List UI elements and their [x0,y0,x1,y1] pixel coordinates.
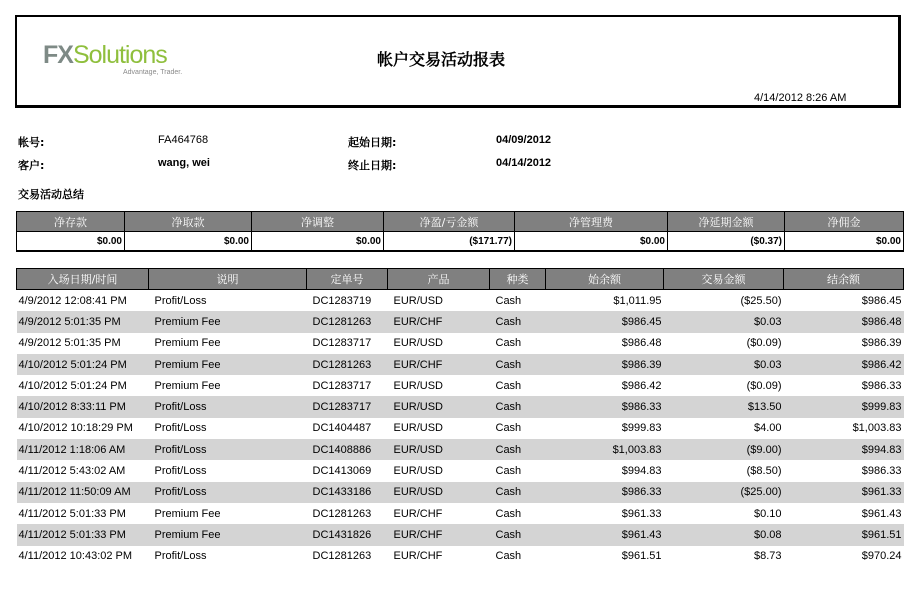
logo-fx-text: FX [43,41,73,69]
transaction-amount-cell: $0.08 [664,524,784,545]
closing-balance-cell: $986.33 [861,465,902,478]
description-cell: Premium Fee [149,311,307,332]
order-number-cell: DC1281263 [312,550,372,563]
description-cell: Premium Fee [154,337,221,350]
product-cell: EUR/USD [388,396,490,417]
summary-value-row [17,232,904,252]
start-date-value: 04/09/2012 [496,134,552,146]
product-cell: EUR/USD [393,337,444,350]
column-header: 说明 [149,269,307,290]
transactions-header-row [17,269,904,290]
order-number-cell: DC1283717 [312,337,372,350]
account-value: FA464768 [158,134,209,146]
summary-value: ($0.37) [668,232,785,252]
transactions-table [16,268,904,567]
type-cell: Cash [490,311,546,332]
opening-balance-cell: $961.33 [621,507,662,520]
entry-datetime-cell: 4/10/2012 5:01:24 PM [17,354,149,375]
end-date-label: 终止日期: [348,159,397,172]
report-generated-date: 4/14/2012 8:26 AM [754,92,847,104]
closing-balance-cell: $961.51 [784,524,904,545]
column-header: 定单号 [307,269,388,290]
order-number-cell: DC1281263 [307,354,388,375]
table-row [17,418,904,439]
summary-value: $0.00 [17,232,125,252]
summary-value: ($171.77) [384,232,515,252]
product-cell: EUR/USD [388,439,490,460]
order-number-cell: DC1283719 [312,294,372,307]
column-header: 结余额 [784,269,904,290]
opening-balance-cell: $986.33 [546,482,664,503]
opening-balance-cell: $961.51 [621,550,662,563]
entry-datetime-cell: 4/11/2012 5:43:02 AM [18,465,126,478]
closing-balance-cell: $961.43 [861,507,902,520]
order-number-cell: DC1283717 [312,379,372,392]
description-cell: Profit/Loss [149,439,307,460]
closing-balance-cell: $1,003.83 [852,422,902,435]
column-header: 种类 [490,269,546,290]
opening-balance-cell: $986.42 [621,379,662,392]
type-cell: Cash [490,354,546,375]
opening-balance-cell: $1,011.95 [613,294,662,307]
entry-datetime-cell: 4/9/2012 12:08:41 PM [18,294,127,307]
order-number-cell: DC1404487 [312,422,372,435]
type-cell: Cash [495,379,522,392]
transaction-amount-cell: ($0.09) [746,379,782,392]
description-cell: Profit/Loss [154,465,207,478]
column-header: 入场日期/时间 [17,269,149,290]
transaction-amount-cell: ($9.00) [664,439,784,460]
report-header [15,15,901,108]
logo-tagline: Advantage, Trader. [123,69,183,76]
client-value: wang, wei [158,157,210,169]
summary-header: 净延期金额 [668,212,785,232]
description-cell: Premium Fee [154,507,221,520]
column-header: 始余额 [546,269,664,290]
report-title: 帐户交易活动报表 [377,50,506,69]
order-number-cell: DC1408886 [307,439,388,460]
transaction-amount-cell: ($25.00) [664,482,784,503]
table-row [17,396,904,417]
table-row [17,524,904,545]
opening-balance-cell: $986.48 [621,337,662,350]
closing-balance-cell: $994.83 [784,439,904,460]
entry-datetime-cell: 4/11/2012 5:01:33 PM [17,524,149,545]
type-cell: Cash [495,550,522,563]
transaction-amount-cell: $0.03 [664,311,784,332]
entry-datetime-cell: 4/10/2012 5:01:24 PM [18,379,127,392]
type-cell: Cash [490,482,546,503]
entry-datetime-cell: 4/11/2012 1:18:06 AM [17,439,149,460]
product-cell: EUR/USD [393,465,444,478]
type-cell: Cash [495,422,522,435]
opening-balance-cell: $994.83 [621,465,662,478]
column-header: 产品 [388,269,490,290]
type-cell: Cash [490,439,546,460]
summary-value: $0.00 [515,232,668,252]
table-row [17,439,904,460]
transaction-amount-cell: $0.03 [664,354,784,375]
closing-balance-cell: $986.48 [784,311,904,332]
transaction-amount-cell: ($8.50) [746,465,782,478]
opening-balance-cell: $961.43 [546,524,664,545]
product-cell: EUR/CHF [393,550,443,563]
table-row [17,375,904,396]
summary-section-title: 交易活动总结 [18,188,84,201]
description-cell: Profit/Loss [154,294,207,307]
summary-value: $0.00 [252,232,384,252]
product-cell: EUR/CHF [388,311,490,332]
entry-datetime-cell: 4/11/2012 5:01:33 PM [18,507,126,520]
table-row [17,311,904,332]
transaction-amount-cell: $0.10 [753,507,782,520]
summary-table [16,211,904,252]
transaction-amount-cell: $13.50 [664,396,784,417]
account-label: 帐号: [18,136,45,149]
order-number-cell: DC1281263 [312,507,372,520]
summary-value: $0.00 [125,232,252,252]
closing-balance-cell: $986.33 [861,379,902,392]
description-cell: Premium Fee [149,524,307,545]
type-cell: Cash [490,524,546,545]
opening-balance-cell: $1,003.83 [546,439,664,460]
entry-datetime-cell: 4/11/2012 11:50:09 AM [17,482,149,503]
entry-datetime-cell: 4/10/2012 8:33:11 PM [17,396,149,417]
table-row [17,354,904,375]
table-row [17,482,904,503]
description-cell: Profit/Loss [154,550,207,563]
table-row [17,503,904,524]
summary-header: 净取款 [125,212,252,232]
product-cell: EUR/CHF [388,354,490,375]
client-label: 客户: [18,159,45,172]
order-number-cell: DC1281263 [307,311,388,332]
transaction-amount-cell: ($25.50) [740,294,782,307]
opening-balance-cell: $999.83 [621,422,662,435]
summary-header: 净存款 [17,212,125,232]
summary-value: $0.00 [785,232,904,252]
type-cell: Cash [495,465,522,478]
fxsolutions-logo [43,41,183,81]
transaction-amount-cell: $8.73 [753,550,782,563]
type-cell: Cash [490,396,546,417]
closing-balance-cell: $986.42 [784,354,904,375]
summary-header-row [17,212,904,232]
product-cell: EUR/CHF [393,507,443,520]
type-cell: Cash [495,507,522,520]
order-number-cell: DC1431826 [307,524,388,545]
start-date-label: 起始日期: [348,136,397,149]
entry-datetime-cell: 4/11/2012 10:43:02 PM [18,550,133,563]
closing-balance-cell: $999.83 [784,396,904,417]
product-cell: EUR/USD [393,294,444,307]
description-cell: Premium Fee [149,354,307,375]
entry-datetime-cell: 4/9/2012 5:01:35 PM [17,311,149,332]
closing-balance-cell: $961.33 [784,482,904,503]
product-cell: EUR/CHF [388,524,490,545]
order-number-cell: DC1413069 [312,465,372,478]
order-number-cell: DC1283717 [307,396,388,417]
entry-datetime-cell: 4/10/2012 10:18:29 PM [18,422,133,435]
order-number-cell: DC1433186 [307,482,388,503]
summary-header: 净管理费 [515,212,668,232]
entry-datetime-cell: 4/9/2012 5:01:35 PM [18,337,121,350]
closing-balance-cell: $970.24 [861,550,902,563]
transaction-amount-cell: ($0.09) [746,337,782,350]
product-cell: EUR/USD [393,422,444,435]
description-cell: Profit/Loss [154,422,207,435]
description-cell: Profit/Loss [149,482,307,503]
description-cell: Profit/Loss [149,396,307,417]
summary-header: 净佣金 [785,212,904,232]
table-row [17,290,904,312]
type-cell: Cash [495,294,522,307]
closing-balance-cell: $986.39 [861,337,902,350]
product-cell: EUR/USD [393,379,444,392]
opening-balance-cell: $986.39 [546,354,664,375]
column-header: 交易金额 [664,269,784,290]
product-cell: EUR/USD [388,482,490,503]
opening-balance-cell: $986.33 [546,396,664,417]
end-date-value: 04/14/2012 [496,157,552,169]
table-row [17,546,904,567]
type-cell: Cash [495,337,522,350]
logo-solutions-text: Solutions [72,41,167,69]
transaction-amount-cell: $4.00 [753,422,782,435]
summary-header: 净盈/亏金额 [384,212,515,232]
description-cell: Premium Fee [154,379,221,392]
summary-header: 净调整 [252,212,384,232]
closing-balance-cell: $986.45 [861,294,902,307]
opening-balance-cell: $986.45 [546,311,664,332]
table-row [17,333,904,354]
table-row [17,460,904,481]
